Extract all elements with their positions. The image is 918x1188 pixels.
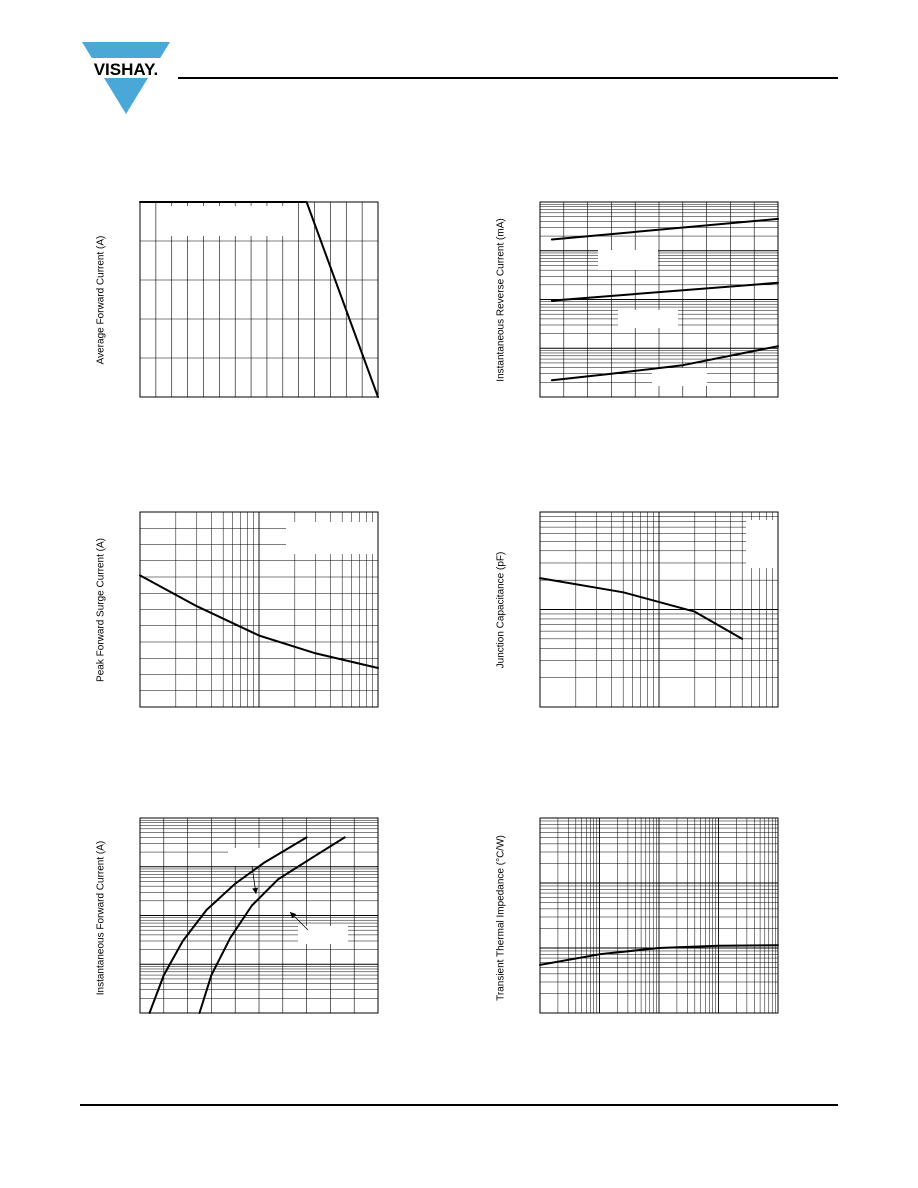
chart-peak-forward-surge-current	[90, 500, 390, 720]
legend-box	[170, 206, 288, 236]
y-axis-label: Transient Thermal Impedance (°C/W)	[495, 835, 507, 1001]
legend-box	[746, 520, 820, 568]
series-line	[552, 283, 778, 301]
legend-box	[618, 310, 678, 328]
header-rule	[178, 77, 838, 79]
legend-box	[298, 926, 348, 944]
arrow-head	[252, 888, 258, 894]
chart-svg	[490, 190, 790, 410]
chart-svg	[490, 808, 790, 1028]
chart-transient-thermal-impedance	[490, 808, 790, 1028]
legend-box	[652, 368, 707, 386]
y-axis-label: Junction Capacitance (pF)	[495, 551, 507, 669]
chart-svg	[90, 190, 390, 410]
chart-average-forward-current	[90, 190, 390, 410]
chart-junction-capacitance	[490, 500, 790, 720]
legend-box	[598, 250, 658, 270]
legend-box	[286, 522, 426, 554]
chart-instantaneous-forward-current	[90, 808, 390, 1028]
footer-rule	[80, 1104, 838, 1106]
series-line	[540, 578, 742, 639]
svg-text:VISHAY.: VISHAY.	[93, 60, 159, 79]
chart-svg	[490, 500, 790, 720]
y-axis-label: Average Forward Current (A)	[95, 235, 107, 365]
chart-svg	[90, 500, 390, 720]
y-axis-label: Peak Forward Surge Current (A)	[95, 538, 107, 682]
chart-instantaneous-reverse-current	[490, 190, 790, 410]
y-axis-label: Instantaneous Forward Current (A)	[95, 840, 107, 996]
chart-svg	[90, 808, 390, 1028]
y-axis-label: Instantaneous Reverse Current (mA)	[495, 218, 507, 382]
vishay-logo	[80, 40, 172, 116]
series-line	[552, 219, 778, 240]
